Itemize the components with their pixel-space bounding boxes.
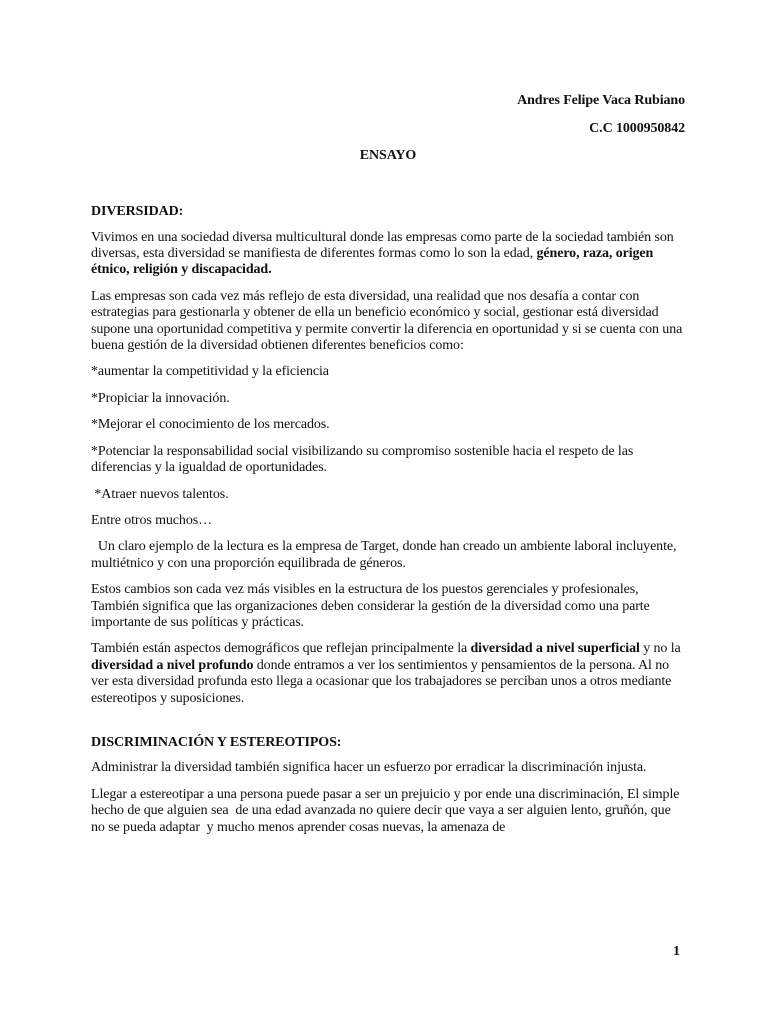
list-item: *Atraer nuevos talentos. [91, 486, 229, 502]
section-heading-discriminacion: DISCRIMINACIÓN Y ESTEREOTIPOS: [91, 734, 342, 750]
paragraph-text: donde entramos a ver los sentimientos y pensamientos de la persona. Al no ver esta diversidad profunda esto llega a ocasionar que los trabajadores se perciban unos a otros mediante estereotipos y suposiciones. [91, 657, 672, 706]
paragraph: Estos cambios son cada vez más visibles en la estructura de los puestos gerenciales y profesionales, También significa que las organizaciones deben considerar la gestión de la diversidad como una parte importante de sus políticas y prácticas. [91, 582, 650, 630]
paragraph-text: También están aspectos demográficos que reflejan principalmente la [91, 641, 471, 657]
paragraph [91, 641, 685, 707]
list-item: *Propiciar la innovación. [91, 390, 230, 406]
paragraph: Un claro ejemplo de la lectura es la empresa de Target, donde han creado un ambiente laboral incluyente, multiétnico y con una proporción equilibrada de géneros. [91, 539, 680, 571]
paragraph-bold-text: diversidad a nivel profundo [91, 657, 254, 673]
list-item: *Potenciar la responsabilidad social visibilizando su compromiso sostenible hacia el respeto de las diferencias y la igualdad de oportunidades. [91, 443, 634, 476]
paragraph: Las empresas son cada vez más reflejo de esta diversidad, una realidad que nos desafía a contar con estrategias para gestionarla y obtener de ella un beneficio económico y social, gestionar está diversidad supone una oportunidad competitiva y permite convertir la diferencia en oportunidad y si se cuenta con una buena gestión de la diversidad obtienen diferentes beneficios como: [91, 288, 683, 354]
paragraph: Administrar la diversidad también significa hacer un esfuerzo por erradicar la discriminación injusta. [91, 760, 647, 776]
author-name: Andres Felipe Vaca Rubiano [517, 93, 685, 108]
document-body [91, 93, 685, 846]
section-heading-diversidad: DIVERSIDAD: [91, 204, 184, 220]
paragraph-text: y no la [639, 641, 681, 657]
paragraph-bold-text: diversidad a nivel superficial [470, 641, 640, 657]
document-title: ENSAYO [359, 147, 417, 163]
list-item: *Mejorar el conocimiento de los mercados. [91, 417, 330, 433]
paragraph: Llegar a estereotipar a una persona puede pasar a ser un prejuicio y por ende una discriminación, El simple hecho de que alguien sea de una edad avanzada no quiere decir que vaya a ser alguien lento, gruñón, que no se pueda adaptar y mucho menos aprender cosas nuevas, la amenaza de [91, 786, 683, 835]
paragraph [91, 230, 685, 279]
paragraph-text: Vivimos en una sociedad diversa multicultural donde las empresas como parte de la sociedad también son diversas, esta diversidad se manifiesta de diferentes formas como lo son la edad, [91, 229, 674, 262]
paragraph-bold-text: género, raza, origen étnico, religión y discapacidad. [91, 246, 654, 278]
page-number: 1 [673, 944, 680, 959]
paragraph: Entre otros muchos… [91, 512, 212, 528]
list-item: *aumentar la competitividad y la eficiencia [91, 364, 329, 380]
id-number: C.C 1000950842 [589, 121, 685, 137]
